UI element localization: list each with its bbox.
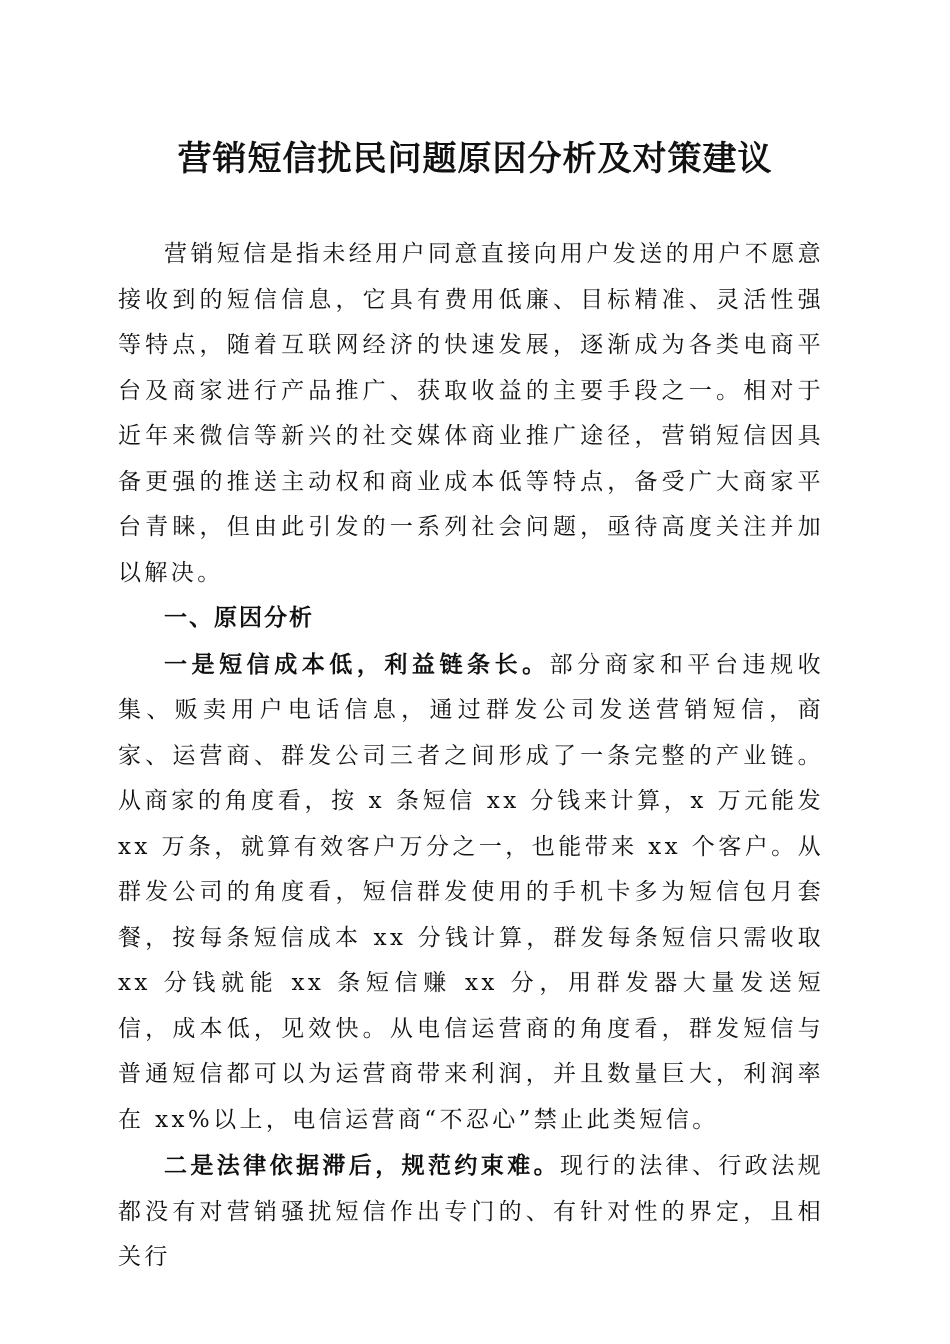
document-title: 营销短信扰民问题原因分析及对策建议 — [177, 139, 773, 179]
point-one-lead: 一是短信成本低，利益链条长。 — [164, 650, 550, 678]
point-two-paragraph — [118, 1143, 824, 1281]
point-two-text: 现行的法律、行政法规都没有对营销骚扰短信作出专门的、有针对性的界定，且相关行 — [118, 1153, 824, 1270]
document-body — [118, 232, 824, 1281]
point-one-text: 部分商家和平台违规收集、贩卖用户电话信息，通过群发公司发送营销短信，商家、运营商、群发公司三者之间形成了一条完整的产业链。从商家的角度看，按 x 条短信 xx 分钱来计算，x 万元能发 xx 万条，就算有效客户万分之一，也能带来 xx 个客户。从群发公司的角度看，短信群发使用的手机卡多为短信包月套餐，按每条短信成本 xx 分钱计算，群发每条短信只需收取 xx 分钱就能 xx 条短信赚 xx 分，用群发器大量发送短信，成本低，见效快。从电信运营商的角度看，群发短信与普通短信都可以为运营商带来利润，并且数量巨大，利润率在 xx%以上，电信运营商“不忍心”禁止此类短信。 — [118, 651, 824, 1133]
point-one-paragraph — [118, 642, 824, 1144]
section-heading-cause-analysis: 一、原因分析 — [164, 605, 314, 631]
intro-paragraph: 营销短信是指未经用户同意直接向用户发送的用户不愿意接收到的短信信息，它具有费用低廉、目标精准、灵活性强等特点，随着互联网经济的快速发展，逐渐成为各类电商平台及商家进行产品推广、获取收益的主要手段之一。相对于近年来微信等新兴的社交媒体商业推广途径，营销短信因具备更强的推送主动权和商业成本低等特点，备受广大商家平台青睐，但由此引发的一系列社会问题，亟待高度关注并加以解决。 — [118, 241, 824, 586]
point-two-lead: 二是法律依据滞后，规范约束难。 — [164, 1152, 560, 1179]
